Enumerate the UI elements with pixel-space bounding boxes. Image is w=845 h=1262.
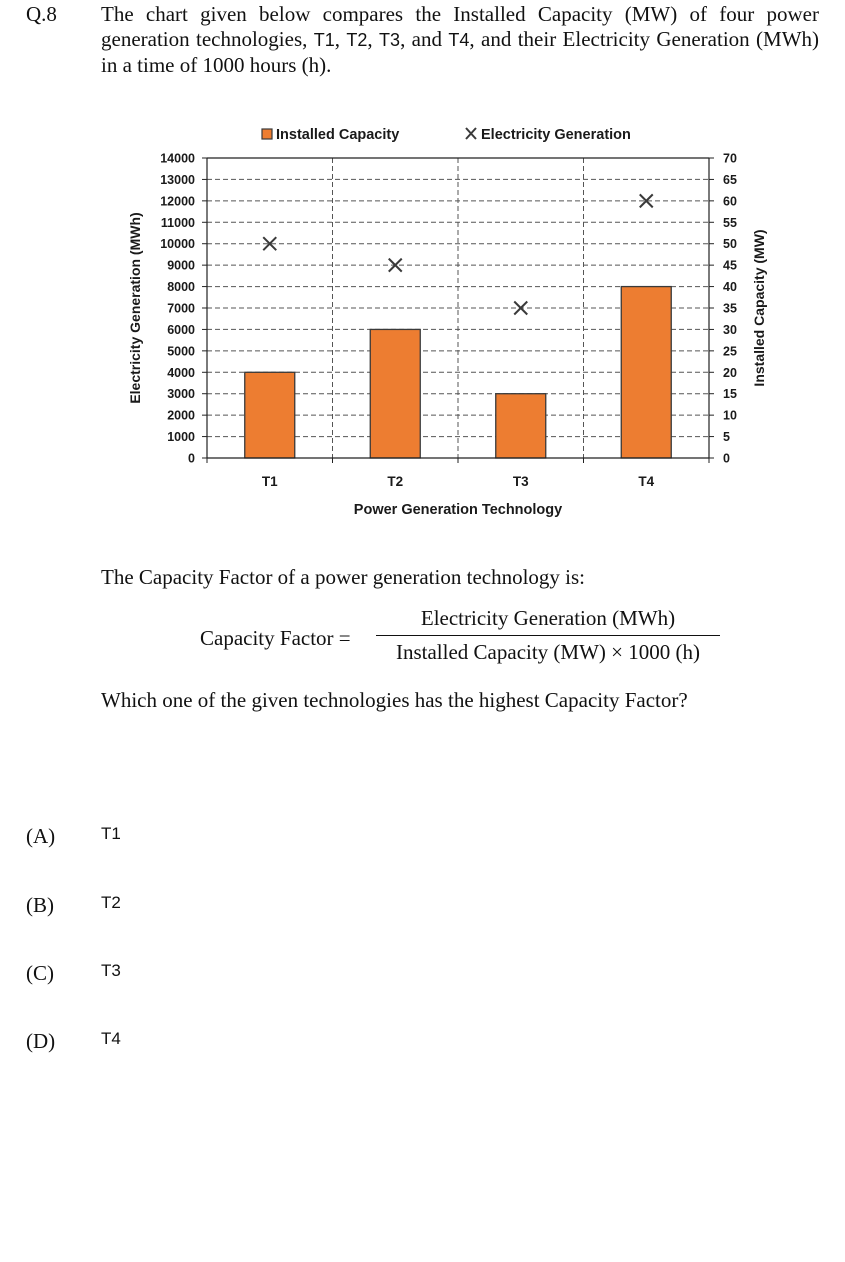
y-right-tick-label: 35 xyxy=(723,301,737,316)
y-left-tick-label: 1000 xyxy=(167,430,195,445)
y-right-tick-label: 65 xyxy=(723,172,737,187)
y-right-tick-label: 10 xyxy=(723,408,737,423)
option-c-label[interactable]: (C) xyxy=(26,961,54,985)
stem-tech-t3: T3 xyxy=(379,30,401,50)
legend xyxy=(262,127,631,143)
y-left-tick-label: 0 xyxy=(188,451,195,466)
y-left-tick-label: 14000 xyxy=(160,151,195,166)
option-d-label[interactable]: (D) xyxy=(26,1029,56,1053)
x-tick-label-t1: T1 xyxy=(261,474,278,489)
stem-part2: , and their Electricity Generation (MWh) in a time of 1000 hours (h). xyxy=(101,27,820,77)
y-right-tick-label: 45 xyxy=(723,258,737,273)
legend-marker-x-icon xyxy=(466,128,476,139)
y-right-tick-label: 55 xyxy=(723,215,737,230)
stem-part1: The chart given below compares the Installed Capacity (MW) of four power generation technologies, xyxy=(101,2,819,51)
y-right-tick-label: 40 xyxy=(723,280,737,295)
y-left-tick-label: 9000 xyxy=(167,258,195,273)
formula-label: Capacity Factor = xyxy=(200,626,351,650)
capacity-factor-intro: The Capacity Factor of a power generation technology is: xyxy=(101,565,586,589)
stem-sep3: , and xyxy=(400,27,449,51)
y-right-tick-label: 60 xyxy=(723,194,737,209)
y-left-tick-label: 2000 xyxy=(167,408,195,423)
y-left-tick-label: 7000 xyxy=(167,301,195,316)
y-right-tick-label: 20 xyxy=(723,365,737,380)
option-c-text[interactable]: T3 xyxy=(101,961,121,980)
marker-electricity-generation-t3 xyxy=(514,302,527,315)
y-left-tick-label: 8000 xyxy=(167,280,195,295)
bar-installed-capacity-t4 xyxy=(621,287,671,458)
formula-numerator: Electricity Generation (MWh) xyxy=(420,606,676,630)
x-tick-label-t4: T4 xyxy=(638,474,655,489)
y-right-tick-label: 5 xyxy=(723,430,730,445)
option-b-text[interactable]: T2 xyxy=(101,893,121,912)
legend-label-installed-capacity: Installed Capacity xyxy=(276,127,400,143)
option-a-text[interactable]: T1 xyxy=(101,824,121,843)
y-left-tick-label: 10000 xyxy=(160,237,195,252)
stem-sep1: , xyxy=(334,27,347,51)
stem-tech-t1: T1 xyxy=(313,30,335,50)
y-left-tick-label: 3000 xyxy=(167,387,195,402)
legend-swatch-installed-capacity xyxy=(262,129,272,139)
option-b-label[interactable]: (B) xyxy=(26,893,54,917)
y-right-tick-label: 0 xyxy=(723,451,730,466)
bar-installed-capacity-t1 xyxy=(245,372,295,458)
y-right-tick-label: 25 xyxy=(723,344,737,359)
stem-tech-t2: T2 xyxy=(346,30,368,50)
y-left-tick-label: 6000 xyxy=(167,322,195,337)
y-left-tick-label: 5000 xyxy=(167,344,195,359)
y-right-tick-label: 50 xyxy=(723,237,737,252)
formula-fraction xyxy=(376,606,720,665)
option-a-label[interactable]: (A) xyxy=(26,824,56,848)
y-right-tick-label: 30 xyxy=(723,322,737,337)
y-left-tick-label: 12000 xyxy=(160,194,195,209)
x-tick-label-t2: T2 xyxy=(387,474,404,489)
y-left-tick-label: 4000 xyxy=(167,365,195,380)
x-tick-label-t3: T3 xyxy=(512,474,529,489)
y-right-tick-label: 70 xyxy=(723,151,737,166)
legend-label-electricity-generation: Electricity Generation xyxy=(481,127,631,143)
bar-installed-capacity-t3 xyxy=(496,394,546,458)
y-left-tick-label: 11000 xyxy=(160,215,195,230)
y-axis-right-title: Installed Capacity (MW) xyxy=(751,229,767,387)
stem-tech-t4: T4 xyxy=(448,30,470,50)
y-left-tick-label: 13000 xyxy=(160,172,195,187)
formula-denominator: Installed Capacity (MW) × 1000 (h) xyxy=(395,640,700,664)
question-number: Q.8 xyxy=(26,2,57,26)
capacity-factor-formula xyxy=(200,606,740,670)
bar-installed-capacity-t2 xyxy=(370,329,420,458)
y-right-tick-label: 15 xyxy=(723,387,737,402)
stem-sep2: , xyxy=(367,27,380,51)
dual-axis-chart xyxy=(100,115,800,535)
question-stem xyxy=(101,2,819,78)
option-d-text[interactable]: T4 xyxy=(101,1029,121,1048)
y-axis-left-title: Electricity Generation (MWh) xyxy=(127,212,143,404)
question-prompt: Which one of the given technologies has the highest Capacity Factor? xyxy=(101,688,688,712)
x-axis-title: Power Generation Technology xyxy=(353,502,563,518)
